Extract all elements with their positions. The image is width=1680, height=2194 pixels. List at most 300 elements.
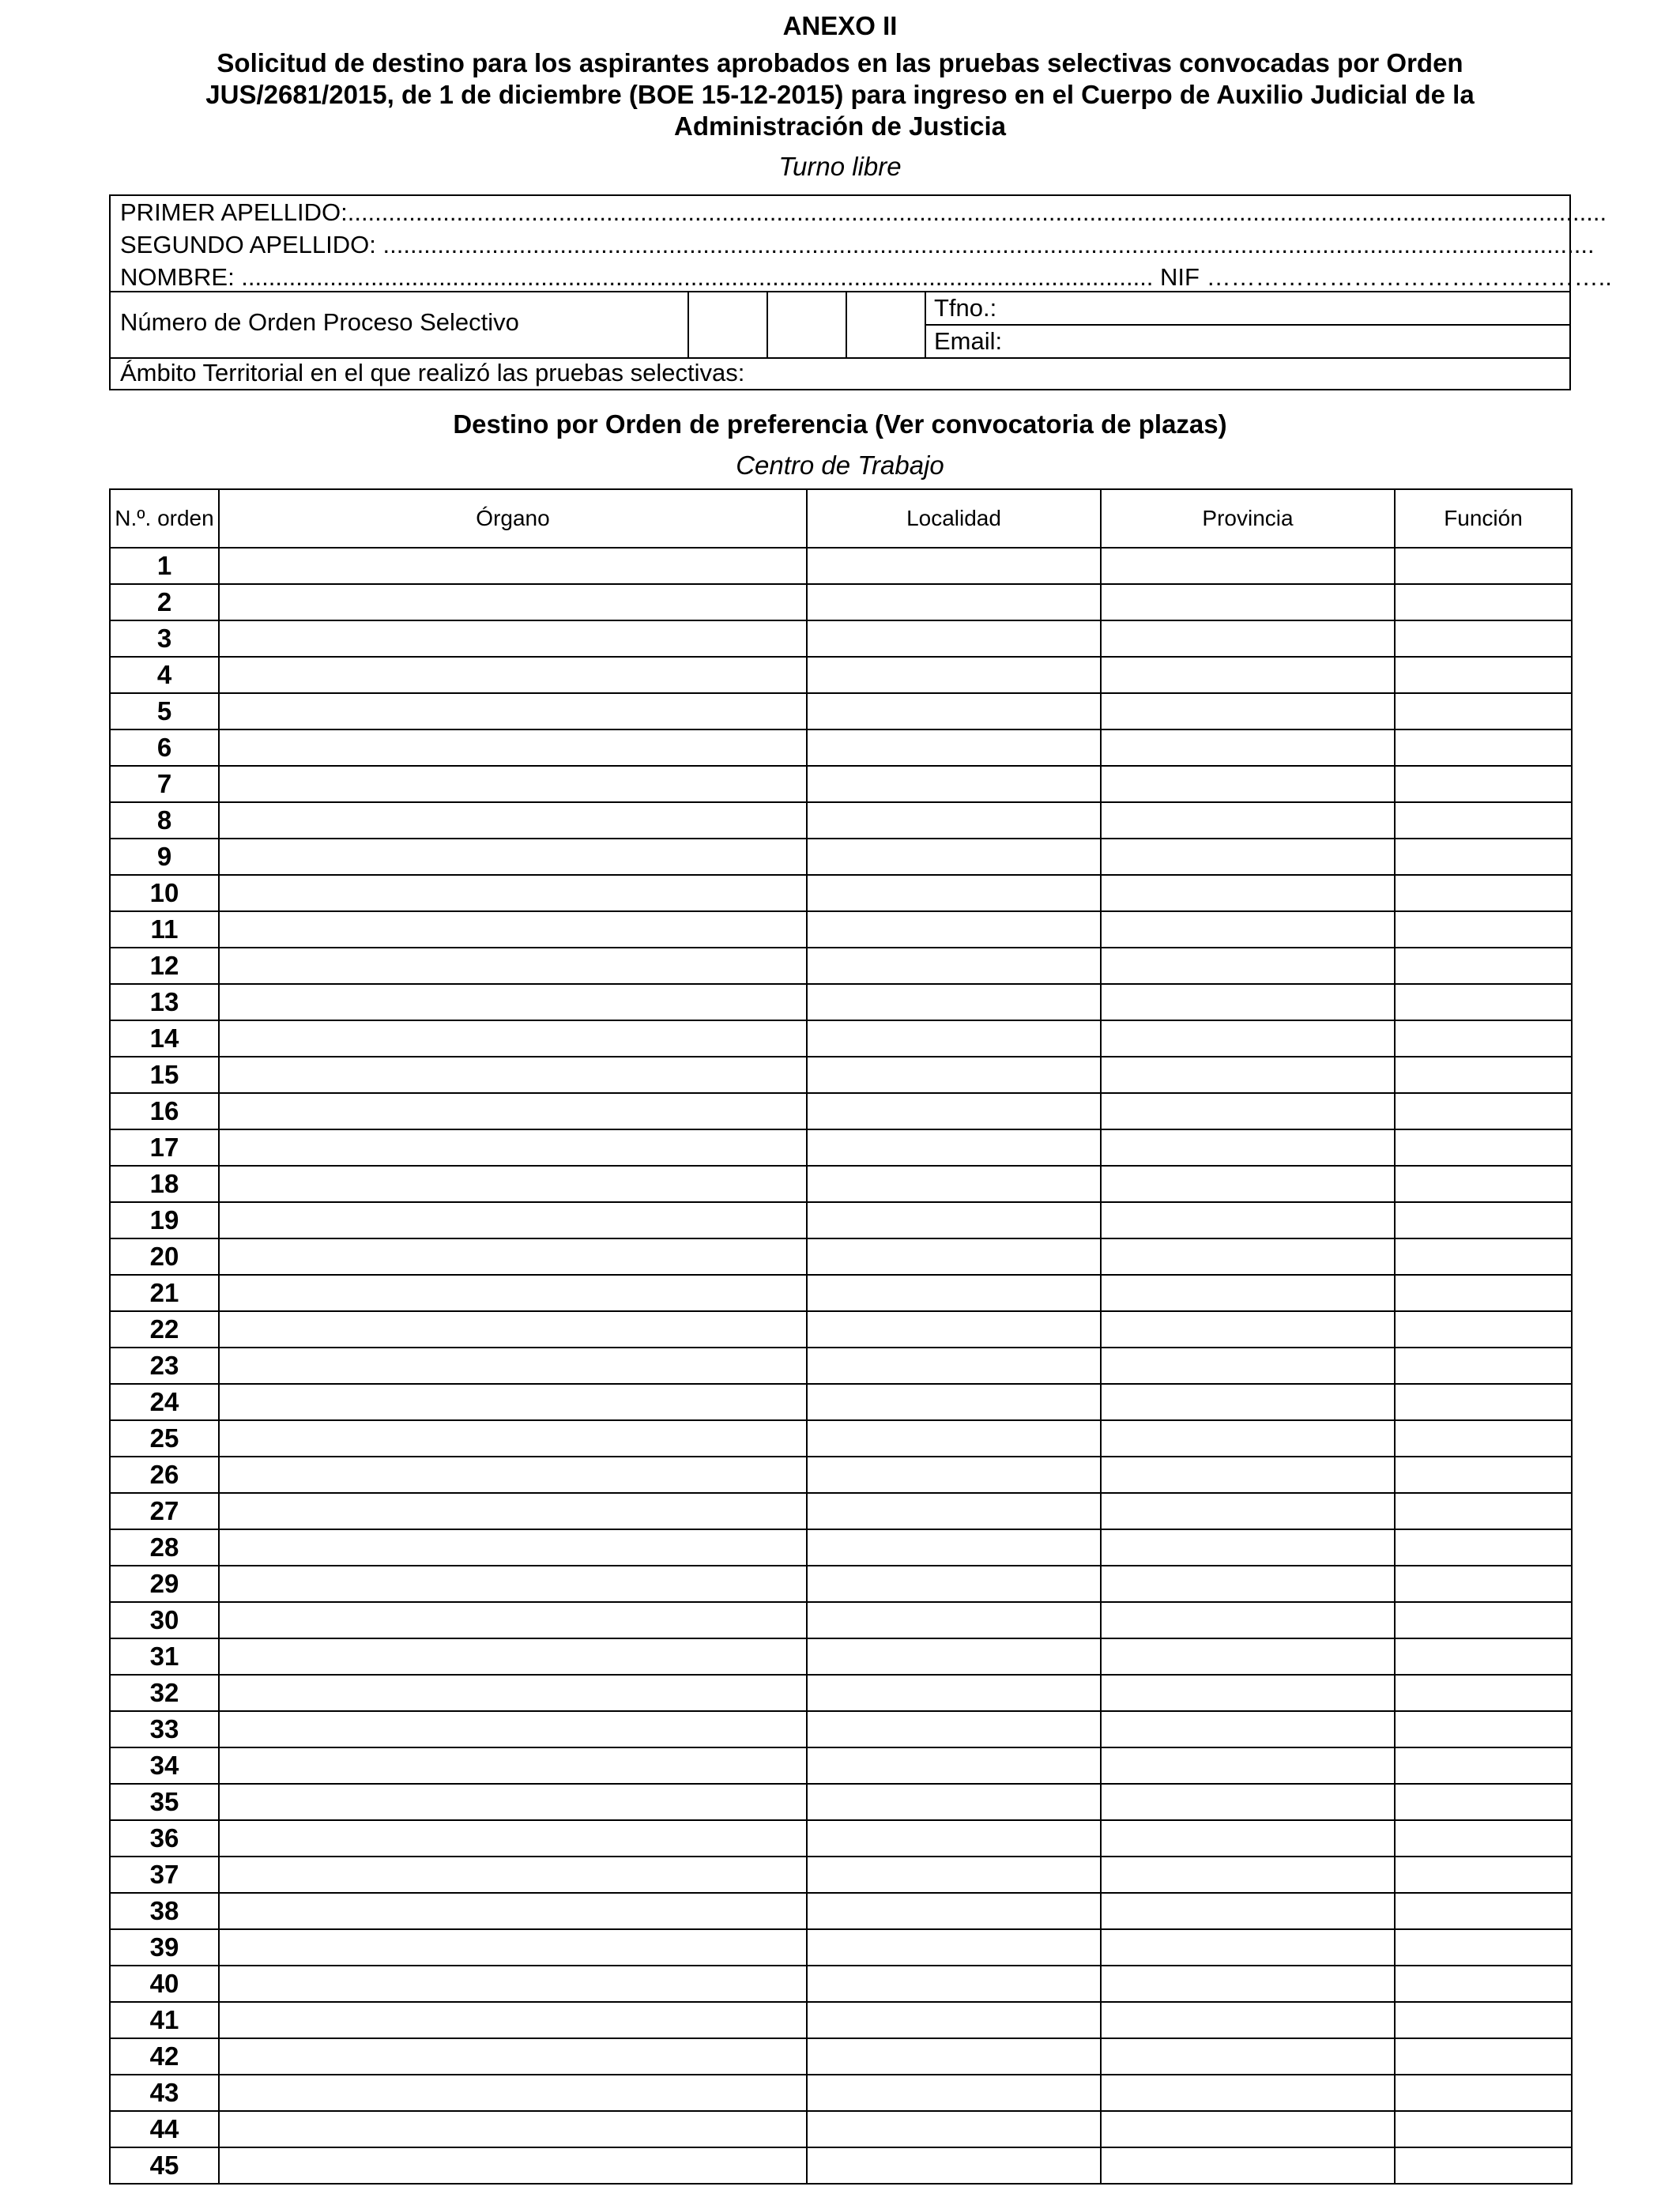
localidad-cell[interactable] bbox=[807, 1675, 1101, 1711]
localidad-cell[interactable] bbox=[807, 984, 1101, 1020]
localidad-cell[interactable] bbox=[807, 2075, 1101, 2111]
localidad-cell[interactable] bbox=[807, 2111, 1101, 2147]
localidad-cell[interactable] bbox=[807, 1566, 1101, 1602]
organo-cell[interactable] bbox=[219, 1675, 807, 1711]
organo-cell[interactable] bbox=[219, 802, 807, 839]
nombre-label: NOMBRE: bbox=[120, 263, 235, 291]
table-row bbox=[110, 1348, 1572, 1384]
funcion-cell[interactable] bbox=[1395, 1675, 1572, 1711]
row-number: 33 bbox=[110, 1711, 219, 1747]
table-header-row bbox=[110, 489, 1572, 548]
row-number: 10 bbox=[110, 875, 219, 911]
row-number: 5 bbox=[110, 693, 219, 729]
organo-cell[interactable] bbox=[219, 657, 807, 693]
divider bbox=[925, 291, 926, 357]
row-number: 41 bbox=[110, 2002, 219, 2038]
funcion-cell[interactable] bbox=[1395, 1857, 1572, 1893]
provincia-cell[interactable] bbox=[1101, 1675, 1395, 1711]
table-row bbox=[110, 1311, 1572, 1348]
provincia-cell[interactable] bbox=[1101, 1384, 1395, 1420]
localidad-cell[interactable] bbox=[807, 766, 1101, 802]
provincia-cell[interactable] bbox=[1101, 1311, 1395, 1348]
organo-cell[interactable] bbox=[219, 1638, 807, 1675]
table-row bbox=[110, 766, 1572, 802]
table-row bbox=[110, 911, 1572, 948]
organo-cell[interactable] bbox=[219, 875, 807, 911]
funcion-cell[interactable] bbox=[1395, 620, 1572, 657]
table-row bbox=[110, 1129, 1572, 1166]
row-number: 43 bbox=[110, 2075, 219, 2111]
funcion-cell[interactable] bbox=[1395, 802, 1572, 839]
row-number: 3 bbox=[110, 620, 219, 657]
provincia-cell[interactable] bbox=[1101, 1275, 1395, 1311]
provincia-cell[interactable] bbox=[1101, 1420, 1395, 1457]
table-row bbox=[110, 1057, 1572, 1093]
localidad-cell[interactable] bbox=[807, 1857, 1101, 1893]
row-number: 25 bbox=[110, 1420, 219, 1457]
funcion-cell[interactable] bbox=[1395, 984, 1572, 1020]
provincia-cell[interactable] bbox=[1101, 1057, 1395, 1093]
localidad-cell[interactable] bbox=[807, 911, 1101, 948]
row-number: 19 bbox=[110, 1202, 219, 1238]
organo-cell[interactable] bbox=[219, 911, 807, 948]
provincia-cell[interactable] bbox=[1101, 1857, 1395, 1893]
row-number: 29 bbox=[110, 1566, 219, 1602]
numero-orden-label: Número de Orden Proceso Selectivo bbox=[120, 308, 519, 336]
localidad-cell[interactable] bbox=[807, 693, 1101, 729]
provincia-cell[interactable] bbox=[1101, 2075, 1395, 2111]
localidad-cell[interactable] bbox=[807, 1638, 1101, 1675]
table-row bbox=[110, 1893, 1572, 1929]
localidad-cell[interactable] bbox=[807, 1747, 1101, 1784]
provincia-cell[interactable] bbox=[1101, 1238, 1395, 1275]
form-subtitle: Solicitud de destino para los aspirantes aprobados en las pruebas selectivas convocadas por Orden JUS/2681/2015, de 1 de diciembre (BOE 15-12-2015) para ingreso en el Cuerpo de Auxilio Judicial de la Administración de Justicia bbox=[205, 48, 1475, 141]
numero-orden-box-2[interactable] bbox=[768, 292, 846, 357]
provincia-cell[interactable] bbox=[1101, 839, 1395, 875]
localidad-cell[interactable] bbox=[807, 1311, 1101, 1348]
organo-cell[interactable] bbox=[219, 693, 807, 729]
numero-orden-box-3[interactable] bbox=[847, 292, 925, 357]
organo-cell[interactable] bbox=[219, 1566, 807, 1602]
row-number: 18 bbox=[110, 1166, 219, 1202]
nombre-field[interactable]: NOMBRE: ...................................................................................................................................... NIF ………………………………………….. bbox=[120, 263, 1612, 291]
row-number: 40 bbox=[110, 1966, 219, 2002]
table-row bbox=[110, 693, 1572, 729]
provincia-cell[interactable] bbox=[1101, 1093, 1395, 1129]
organo-cell[interactable] bbox=[219, 1275, 807, 1311]
provincia-cell[interactable] bbox=[1101, 1529, 1395, 1566]
table-row bbox=[110, 620, 1572, 657]
organo-cell[interactable] bbox=[219, 548, 807, 584]
funcion-cell[interactable] bbox=[1395, 1311, 1572, 1348]
table-row bbox=[110, 839, 1572, 875]
row-number: 44 bbox=[110, 2111, 219, 2147]
row-number: 28 bbox=[110, 1529, 219, 1566]
numero-orden-box-1[interactable] bbox=[689, 292, 767, 357]
segundo-apellido-label: SEGUNDO APELLIDO: bbox=[120, 231, 376, 258]
personal-data-box bbox=[109, 194, 1612, 390]
localidad-cell[interactable] bbox=[807, 1529, 1101, 1566]
row-number: 22 bbox=[110, 1311, 219, 1348]
localidad-cell[interactable] bbox=[807, 2038, 1101, 2075]
localidad-cell[interactable] bbox=[807, 1384, 1101, 1420]
funcion-cell[interactable] bbox=[1395, 1929, 1572, 1966]
localidad-cell[interactable] bbox=[807, 584, 1101, 620]
organo-cell[interactable] bbox=[219, 1238, 807, 1275]
funcion-cell[interactable] bbox=[1395, 584, 1572, 620]
funcion-cell[interactable] bbox=[1395, 1457, 1572, 1493]
table-row bbox=[110, 1747, 1572, 1784]
organo-cell[interactable] bbox=[219, 1311, 807, 1348]
organo-cell[interactable] bbox=[219, 1129, 807, 1166]
name-lines bbox=[120, 196, 1612, 293]
organo-cell[interactable] bbox=[219, 839, 807, 875]
localidad-cell[interactable] bbox=[807, 1929, 1101, 1966]
funcion-cell[interactable] bbox=[1395, 1711, 1572, 1747]
organo-cell[interactable] bbox=[219, 1893, 807, 1929]
funcion-cell[interactable] bbox=[1395, 1493, 1572, 1529]
funcion-cell[interactable] bbox=[1395, 766, 1572, 802]
localidad-cell[interactable] bbox=[807, 2002, 1101, 2038]
email-field[interactable]: Email: bbox=[934, 327, 1003, 355]
table-row bbox=[110, 802, 1572, 839]
funcion-cell[interactable] bbox=[1395, 1057, 1572, 1093]
provincia-cell[interactable] bbox=[1101, 1348, 1395, 1384]
funcion-cell[interactable] bbox=[1395, 1093, 1572, 1129]
funcion-cell[interactable] bbox=[1395, 2075, 1572, 2111]
row-number: 23 bbox=[110, 1348, 219, 1384]
organo-cell[interactable] bbox=[219, 948, 807, 984]
row-number: 39 bbox=[110, 1929, 219, 1966]
organo-cell[interactable] bbox=[219, 1784, 807, 1820]
localidad-cell[interactable] bbox=[807, 1602, 1101, 1638]
localidad-cell[interactable] bbox=[807, 1420, 1101, 1457]
organo-cell[interactable] bbox=[219, 620, 807, 657]
funcion-cell[interactable] bbox=[1395, 729, 1572, 766]
localidad-cell[interactable] bbox=[807, 729, 1101, 766]
segundo-apellido-field[interactable]: SEGUNDO APELLIDO: .................................................................................................................................................................................. bbox=[120, 231, 1595, 258]
provincia-cell[interactable] bbox=[1101, 657, 1395, 693]
provincia-cell[interactable] bbox=[1101, 875, 1395, 911]
localidad-cell[interactable] bbox=[807, 1057, 1101, 1093]
funcion-cell[interactable] bbox=[1395, 1275, 1572, 1311]
provincia-cell[interactable] bbox=[1101, 1638, 1395, 1675]
table-row bbox=[110, 1857, 1572, 1893]
funcion-cell[interactable] bbox=[1395, 1966, 1572, 2002]
row-number: 20 bbox=[110, 1238, 219, 1275]
table-row bbox=[110, 1711, 1572, 1747]
organo-cell[interactable] bbox=[219, 2002, 807, 2038]
table-row bbox=[110, 1093, 1572, 1129]
localidad-cell[interactable] bbox=[807, 1238, 1101, 1275]
table-row bbox=[110, 1238, 1572, 1275]
col-header-orden: N.º. orden bbox=[110, 489, 219, 548]
table-row bbox=[110, 1493, 1572, 1529]
funcion-cell[interactable] bbox=[1395, 1747, 1572, 1784]
organo-cell[interactable] bbox=[219, 1711, 807, 1747]
funcion-cell[interactable] bbox=[1395, 657, 1572, 693]
funcion-cell[interactable] bbox=[1395, 1202, 1572, 1238]
row-number: 31 bbox=[110, 1638, 219, 1675]
col-header-provincia: Provincia bbox=[1101, 489, 1395, 548]
provincia-cell[interactable] bbox=[1101, 1020, 1395, 1057]
provincia-cell[interactable] bbox=[1101, 620, 1395, 657]
organo-cell[interactable] bbox=[219, 1384, 807, 1420]
funcion-cell[interactable] bbox=[1395, 1166, 1572, 1202]
provincia-cell[interactable] bbox=[1101, 1747, 1395, 1784]
row-number: 4 bbox=[110, 657, 219, 693]
funcion-cell[interactable] bbox=[1395, 2147, 1572, 2184]
funcion-cell[interactable] bbox=[1395, 1348, 1572, 1384]
row-number: 16 bbox=[110, 1093, 219, 1129]
provincia-cell[interactable] bbox=[1101, 693, 1395, 729]
provincia-cell[interactable] bbox=[1101, 2111, 1395, 2147]
organo-cell[interactable] bbox=[219, 1093, 807, 1129]
provincia-cell[interactable] bbox=[1101, 1893, 1395, 1929]
funcion-cell[interactable] bbox=[1395, 1020, 1572, 1057]
localidad-cell[interactable] bbox=[807, 839, 1101, 875]
funcion-cell[interactable] bbox=[1395, 1784, 1572, 1820]
table-row bbox=[110, 875, 1572, 911]
provincia-cell[interactable] bbox=[1101, 911, 1395, 948]
provincia-cell[interactable] bbox=[1101, 584, 1395, 620]
funcion-cell[interactable] bbox=[1395, 1638, 1572, 1675]
localidad-cell[interactable] bbox=[807, 1784, 1101, 1820]
organo-cell[interactable] bbox=[219, 1202, 807, 1238]
funcion-cell[interactable] bbox=[1395, 1820, 1572, 1857]
table-row bbox=[110, 729, 1572, 766]
provincia-cell[interactable] bbox=[1101, 1929, 1395, 1966]
table-row bbox=[110, 1602, 1572, 1638]
organo-cell[interactable] bbox=[219, 2038, 807, 2075]
localidad-cell[interactable] bbox=[807, 1711, 1101, 1747]
row-number: 15 bbox=[110, 1057, 219, 1093]
provincia-cell[interactable] bbox=[1101, 1129, 1395, 1166]
provincia-cell[interactable] bbox=[1101, 1820, 1395, 1857]
localidad-cell[interactable] bbox=[807, 1202, 1101, 1238]
table-row bbox=[110, 1929, 1572, 1966]
provincia-cell[interactable] bbox=[1101, 2147, 1395, 2184]
funcion-cell[interactable] bbox=[1395, 548, 1572, 584]
row-number: 2 bbox=[110, 584, 219, 620]
localidad-cell[interactable] bbox=[807, 1457, 1101, 1493]
primer-apellido-label: PRIMER APELLIDO: bbox=[120, 198, 348, 226]
row-number: 42 bbox=[110, 2038, 219, 2075]
provincia-cell[interactable] bbox=[1101, 2038, 1395, 2075]
row-number: 12 bbox=[110, 948, 219, 984]
localidad-cell[interactable] bbox=[807, 620, 1101, 657]
provincia-cell[interactable] bbox=[1101, 1202, 1395, 1238]
funcion-cell[interactable] bbox=[1395, 1602, 1572, 1638]
organo-cell[interactable] bbox=[219, 1857, 807, 1893]
row-number: 35 bbox=[110, 1784, 219, 1820]
row-number: 26 bbox=[110, 1457, 219, 1493]
funcion-cell[interactable] bbox=[1395, 1529, 1572, 1566]
table-row bbox=[110, 657, 1572, 693]
organo-cell[interactable] bbox=[219, 2111, 807, 2147]
table-row bbox=[110, 1166, 1572, 1202]
table-row bbox=[110, 2002, 1572, 2038]
ambito-field[interactable]: Ámbito Territorial en el que realizó las pruebas selectivas: bbox=[120, 359, 745, 386]
col-header-funcion: Función bbox=[1395, 489, 1572, 548]
provincia-cell[interactable] bbox=[1101, 1166, 1395, 1202]
organo-cell[interactable] bbox=[219, 1747, 807, 1784]
table-row bbox=[110, 1384, 1572, 1420]
provincia-cell[interactable] bbox=[1101, 1966, 1395, 2002]
table-row bbox=[110, 1675, 1572, 1711]
localidad-cell[interactable] bbox=[807, 548, 1101, 584]
table-row bbox=[110, 1784, 1572, 1820]
row-number: 17 bbox=[110, 1129, 219, 1166]
funcion-cell[interactable] bbox=[1395, 693, 1572, 729]
organo-cell[interactable] bbox=[219, 1420, 807, 1457]
localidad-cell[interactable] bbox=[807, 1493, 1101, 1529]
provincia-cell[interactable] bbox=[1101, 802, 1395, 839]
table-row bbox=[110, 948, 1572, 984]
row-number: 11 bbox=[110, 911, 219, 948]
col-header-localidad: Localidad bbox=[807, 489, 1101, 548]
organo-cell[interactable] bbox=[219, 1057, 807, 1093]
row-number: 27 bbox=[110, 1493, 219, 1529]
localidad-cell[interactable] bbox=[807, 1166, 1101, 1202]
provincia-cell[interactable] bbox=[1101, 2002, 1395, 2038]
localidad-cell[interactable] bbox=[807, 1129, 1101, 1166]
table-row bbox=[110, 2038, 1572, 2075]
provincia-cell[interactable] bbox=[1101, 548, 1395, 584]
row-number: 24 bbox=[110, 1384, 219, 1420]
organo-cell[interactable] bbox=[219, 2075, 807, 2111]
provincia-cell[interactable] bbox=[1101, 1602, 1395, 1638]
organo-cell[interactable] bbox=[219, 1457, 807, 1493]
provincia-cell[interactable] bbox=[1101, 1457, 1395, 1493]
table-row bbox=[110, 1529, 1572, 1566]
localidad-cell[interactable] bbox=[807, 1348, 1101, 1384]
funcion-cell[interactable] bbox=[1395, 1420, 1572, 1457]
localidad-cell[interactable] bbox=[807, 1020, 1101, 1057]
organo-cell[interactable] bbox=[219, 584, 807, 620]
provincia-cell[interactable] bbox=[1101, 1711, 1395, 1747]
centro-trabajo-label: Centro de Trabajo bbox=[736, 450, 944, 480]
table-row bbox=[110, 584, 1572, 620]
provincia-cell[interactable] bbox=[1101, 1493, 1395, 1529]
table-row bbox=[110, 1275, 1572, 1311]
table-row bbox=[110, 1966, 1572, 2002]
organo-cell[interactable] bbox=[219, 1348, 807, 1384]
funcion-cell[interactable] bbox=[1395, 839, 1572, 875]
destino-table bbox=[109, 488, 1573, 2185]
provincia-cell[interactable] bbox=[1101, 984, 1395, 1020]
localidad-cell[interactable] bbox=[807, 1820, 1101, 1857]
funcion-cell[interactable] bbox=[1395, 1893, 1572, 1929]
table-row bbox=[110, 2111, 1572, 2147]
row-number: 45 bbox=[110, 2147, 219, 2184]
organo-cell[interactable] bbox=[219, 729, 807, 766]
provincia-cell[interactable] bbox=[1101, 1566, 1395, 1602]
organo-cell[interactable] bbox=[219, 1820, 807, 1857]
primer-apellido-field[interactable]: PRIMER APELLIDO:......................................................................................................................................................................................... bbox=[120, 198, 1607, 226]
provincia-cell[interactable] bbox=[1101, 948, 1395, 984]
row-number: 14 bbox=[110, 1020, 219, 1057]
tfno-field[interactable]: Tfno.: bbox=[934, 294, 997, 322]
row-number: 21 bbox=[110, 1275, 219, 1311]
organo-cell[interactable] bbox=[219, 1602, 807, 1638]
localidad-cell[interactable] bbox=[807, 875, 1101, 911]
row-number: 1 bbox=[110, 548, 219, 584]
organo-cell[interactable] bbox=[219, 1020, 807, 1057]
localidad-cell[interactable] bbox=[807, 1093, 1101, 1129]
table-row bbox=[110, 548, 1572, 584]
localidad-cell[interactable] bbox=[807, 1966, 1101, 2002]
table-row bbox=[110, 1638, 1572, 1675]
row-number: 13 bbox=[110, 984, 219, 1020]
funcion-cell[interactable] bbox=[1395, 1566, 1572, 1602]
localidad-cell[interactable] bbox=[807, 657, 1101, 693]
row-number: 9 bbox=[110, 839, 219, 875]
row-number: 37 bbox=[110, 1857, 219, 1893]
localidad-cell[interactable] bbox=[807, 948, 1101, 984]
nif-label: NIF bbox=[1160, 263, 1200, 291]
row-number: 8 bbox=[110, 802, 219, 839]
provincia-cell[interactable] bbox=[1101, 766, 1395, 802]
table-row bbox=[110, 984, 1572, 1020]
localidad-cell[interactable] bbox=[807, 1275, 1101, 1311]
table-row bbox=[110, 1566, 1572, 1602]
row-number: 7 bbox=[110, 766, 219, 802]
destino-title: Destino por Orden de preferencia (Ver convocatoria de plazas) bbox=[453, 409, 1227, 439]
provincia-cell[interactable] bbox=[1101, 1784, 1395, 1820]
funcion-cell[interactable] bbox=[1395, 2002, 1572, 2038]
table-row bbox=[110, 1420, 1572, 1457]
funcion-cell[interactable] bbox=[1395, 948, 1572, 984]
organo-cell[interactable] bbox=[219, 984, 807, 1020]
organo-cell[interactable] bbox=[219, 1166, 807, 1202]
funcion-cell[interactable] bbox=[1395, 2038, 1572, 2075]
funcion-cell[interactable] bbox=[1395, 911, 1572, 948]
table-row bbox=[110, 1202, 1572, 1238]
row-number: 32 bbox=[110, 1675, 219, 1711]
funcion-cell[interactable] bbox=[1395, 875, 1572, 911]
table-row bbox=[110, 2075, 1572, 2111]
table-row bbox=[110, 1457, 1572, 1493]
localidad-cell[interactable] bbox=[807, 1893, 1101, 1929]
anexo-title: ANEXO II bbox=[782, 11, 898, 40]
table-row bbox=[110, 1020, 1572, 1057]
funcion-cell[interactable] bbox=[1395, 1384, 1572, 1420]
provincia-cell[interactable] bbox=[1101, 729, 1395, 766]
funcion-cell[interactable] bbox=[1395, 2111, 1572, 2147]
row-number: 30 bbox=[110, 1602, 219, 1638]
localidad-cell[interactable] bbox=[807, 2147, 1101, 2184]
organo-cell[interactable] bbox=[219, 1929, 807, 1966]
turno-label: Turno libre bbox=[778, 152, 902, 181]
row-number: 6 bbox=[110, 729, 219, 766]
organo-cell[interactable] bbox=[219, 1529, 807, 1566]
funcion-cell[interactable] bbox=[1395, 1129, 1572, 1166]
localidad-cell[interactable] bbox=[807, 802, 1101, 839]
funcion-cell[interactable] bbox=[1395, 1238, 1572, 1275]
organo-cell[interactable] bbox=[219, 766, 807, 802]
divider bbox=[925, 324, 1569, 326]
organo-cell[interactable] bbox=[219, 1966, 807, 2002]
row-number: 34 bbox=[110, 1747, 219, 1784]
table-row bbox=[110, 2147, 1572, 2184]
col-header-organo: Órgano bbox=[219, 489, 807, 548]
row-number: 38 bbox=[110, 1893, 219, 1929]
organo-cell[interactable] bbox=[219, 2147, 807, 2184]
organo-cell[interactable] bbox=[219, 1493, 807, 1529]
table-row bbox=[110, 1820, 1572, 1857]
row-number: 36 bbox=[110, 1820, 219, 1857]
